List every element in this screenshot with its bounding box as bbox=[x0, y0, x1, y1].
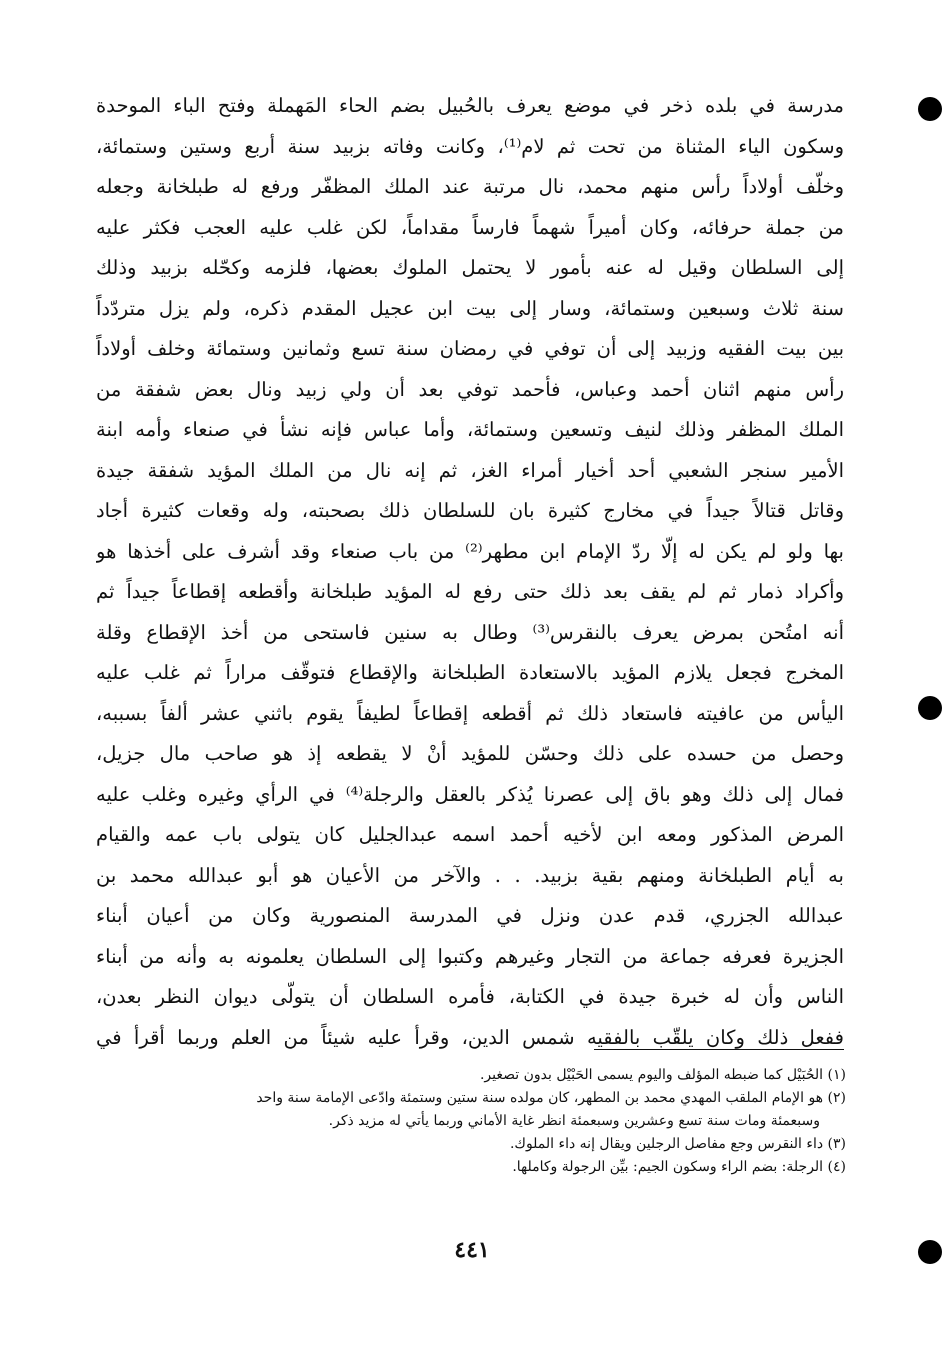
footnote-separator bbox=[594, 1049, 844, 1050]
text-line: إلى السلطان وقيل له عنه بأمور لا يحتمل الملوك بعضها، فلزمه وكحّله بزبيد وذلك bbox=[96, 256, 844, 279]
text-line: سنة ثلاث وسبعين وستمائة، وسار إلى بيت ابن عجيل المقدم ذكره، ولم يزل متردّداً bbox=[96, 296, 844, 320]
text-line: اليأس من عافيته فاستعاد ذلك ثم أقطعه إقطاعاً لطيفاً يقوم باثني عشر ألفاً بسببه، bbox=[96, 701, 844, 725]
text-line: وقاتل قتالاً جيداً في مخارج كثيرة بان للسلطان ذلك بصحبته، وله وقعات كثيرة أجاد bbox=[96, 499, 844, 522]
text-line: فمال إلى ذلك وهو باق إلى عصرنا يُذكر بالعقل والرجلة⁽⁴⁾ في الرأي وغيره وغلب عليه bbox=[96, 782, 844, 806]
footnote-number: (٤) bbox=[827, 1159, 846, 1175]
footnote-4 bbox=[96, 1156, 846, 1179]
text-line: الناس وأن له خبرة جيدة في الكتابة، فأمره السلطان أن يتولّى ديوان النظر بعدن، bbox=[96, 985, 844, 1008]
text-line: بها ولو لم يكن له إلّا ردّ الإمام ابن مطهر⁽²⁾ من باب صنعاء وقد أشرف على أخذها هو bbox=[96, 539, 844, 563]
text-line: عبدالله الجزري، قدم عدن ونزل في المدرسة المنصورية وكان من أعيان أبناء bbox=[96, 904, 844, 927]
footnote-number: (٣) bbox=[827, 1136, 846, 1152]
footnote-text: الرجلة: بضم الراء وسكون الجيم: بيِّن الرجولة وكاملها. bbox=[512, 1159, 824, 1175]
text-line: أنه امتُحن بمرض يعرف بالنقرس⁽³⁾ وطال به سنين فاستحى من أخذ الإقطاع وقلة bbox=[96, 620, 844, 644]
text-line: وسكون الياء المثناة من تحت ثم لام⁽¹⁾، وكانت وفاته بزبيد سنة أربع وستين وستمائة، bbox=[96, 134, 844, 158]
text-line: المرض المذكور ومعه ابن لأخيه أحمد اسمه عبدالجليل كان يتولى باب عمه والقيام bbox=[96, 823, 844, 846]
text-line: المخرج فجعل يلازم المؤيد بالاستعادة الطبلخانة والإقطاع فتوقّف مراراً ثم غلب عليه bbox=[96, 661, 844, 684]
footnote-text: هو الإمام الملقب المهدي محمد بن المطهر، كان مولده سنة ستين وستمئة وادّعى الإمامة سنة واحد bbox=[256, 1090, 824, 1106]
text-line: مدرسة في بلده ذخر في موضع يعرف بالحُبيل بضم الحاء المَهملة وفتح الباء الموحدة bbox=[96, 94, 844, 117]
footnote-3 bbox=[96, 1133, 846, 1156]
main-text bbox=[96, 86, 844, 1058]
page-number: ٤٤١ bbox=[454, 1237, 490, 1263]
text-line: الأمير سنجر الشعبي أحد أخيار أمراء الغز، ثم إنه نال من الملك المؤيد شفقة جيدة bbox=[96, 458, 844, 482]
text-line: الملك المظفر وذلك لنيف وتسعين وستمائة، وأما عباس فإنه نشأ في صنعاء وأمه ابنة bbox=[96, 418, 844, 441]
text-line: ففعل ذلك وكان يلقّب بالفقيه شمس الدين، وقرأ عليه شيئاً من العلم وربما أقرأ في bbox=[96, 1025, 844, 1049]
text-line: من جملة حرفائه، وكان أميراً شهماً فارساً مقداماً، لكن غلب عليه العجب فكثر عليه bbox=[96, 215, 844, 239]
footnote-text: الحُبَيْل كما ضبطه المؤلف واليوم يسمى الحَبْيْل بدون تصغير. bbox=[479, 1067, 824, 1083]
text-line: رأس منهم اثنان أحمد وعباس، فأحمد توفي بعد أن ولي زبيد ونال بعض شفقة من bbox=[96, 377, 844, 401]
footnote-2 bbox=[96, 1087, 846, 1110]
text-line: بين بيت الفقيه وزبيد إلى أن توفي في رمضان سنة تسع وثمانين وستمائة وخلف أولاداً bbox=[96, 337, 844, 360]
text-line: وحصل من حسده على ذلك وحسّن للمؤيد أنْ لا يقطعه إذ هو صاحب مال جزيل، bbox=[96, 742, 844, 765]
footnote-number: (٢) bbox=[827, 1090, 846, 1106]
text-line: الجزيرة فعرفه جماعة من التجار وغيرهم وكتبوا إلى السلطان يعلمونه به وأنه من أبناء bbox=[96, 944, 844, 968]
punch-hole-top bbox=[918, 97, 942, 121]
text-line: وخلّف أولاداً رأس منهم محمد، نال مرتبة عند الملك المظفّر ورفع له طبلخانة وجعله bbox=[96, 175, 844, 198]
text-line: وأكراد ذمار ثم لم يقف بعد ذلك حتى رفع له المؤيد طبلخانة وأقطعه إقطاعاً جيداً ثم bbox=[96, 580, 844, 603]
footnote-2-continuation: وسبعمئة ومات سنة تسع وعشرين وسبعمئة انظر غاية الأماني وربما يأتي له مزيد ذكر. bbox=[328, 1113, 820, 1129]
footnote-number: (١) bbox=[827, 1067, 846, 1083]
punch-hole-middle bbox=[918, 696, 942, 720]
footnote-1 bbox=[96, 1064, 846, 1087]
text-line: به أيام الطبلخانة ومنهم بقية بزبيد. . . والآخر من الأعيان هو أبو عبدالله محمد بن bbox=[96, 863, 844, 887]
footnote-text: داء النقرس وجع مفاصل الرجلين ويقال إنه داء الملوك. bbox=[509, 1136, 824, 1152]
footnotes bbox=[96, 1064, 846, 1179]
